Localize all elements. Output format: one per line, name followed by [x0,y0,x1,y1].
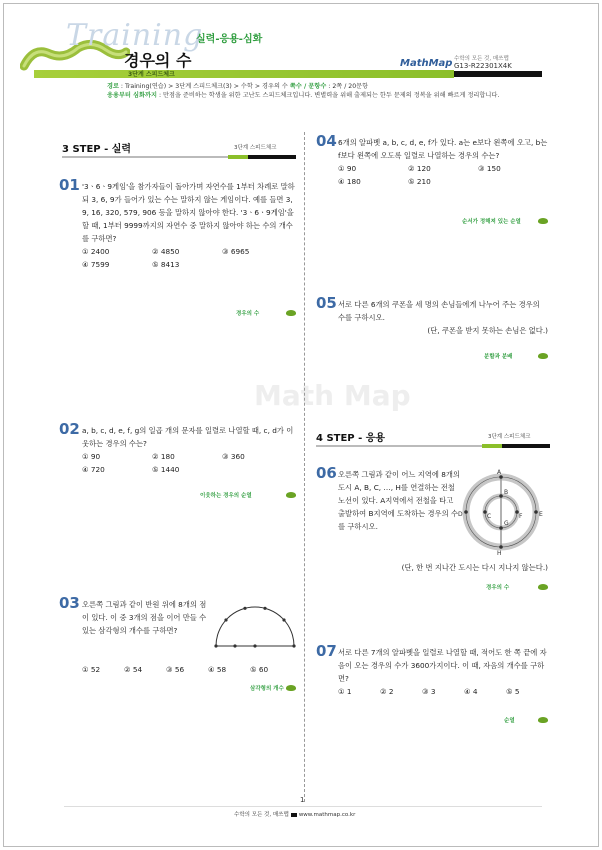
step4-header [316,425,550,447]
choice[interactable]: ④ 180 [338,177,361,186]
city-label: H [497,550,502,556]
city-label: B [504,489,509,496]
choice[interactable]: ⑤ 60 [250,665,269,674]
question-number: 06 [316,464,337,482]
question-text: '3ㆍ6ㆍ9게임'을 참가자들이 돌아가며 자연수를 1부터 차례로 말하되 3, 6, 9가 들어가 있는 수는 말하지 않는 게임이다. 예를 들면 3, 9, 16, 320, 579, 906 등을 말하지 않아야 한다. '3ㆍ6ㆍ9게임'을 할 때, 1부터 9999까지의 자연수 중 말하지 않아야 하는 수의 개수를 구하면? [82,182,295,243]
choice[interactable]: ④ 4 [464,687,478,696]
topic-tag-label: 분할과 분배 [484,354,513,360]
choice[interactable]: ③ 56 [166,665,185,674]
step4-tag: 3단계 스피드체크 [488,434,531,440]
leaf-icon [286,685,296,691]
choice[interactable]: ④ 58 [208,665,227,674]
question-text: 오른쪽 그림과 같이 어느 지역에 8개의 도시 A, B, C, …, H를 연결하는 전철 노선이 있다. A지역에서 전철을 타고 출발하여 B지역에 도착하는 경우의 수를 구하시오. [338,470,460,531]
choice[interactable]: ⑤ 5 [506,687,520,696]
question-text: 서로 다른 6개의 쿠폰을 세 명의 손님들에게 나누어 주는 경우의 수를 구하시오. [338,300,540,322]
question-05 [338,298,548,337]
info-key-path: 경로 [107,83,119,90]
footer [234,810,355,818]
choice[interactable]: ① 90 [82,452,101,461]
choice-list [82,450,296,476]
page-number: 1 [300,796,305,804]
choice-list [82,663,296,676]
leaf-icon [538,717,548,723]
leaf-icon [286,492,296,498]
question-03-choices [82,663,296,676]
city-label: D [458,511,463,518]
info-block [107,82,553,100]
topic-tag [462,217,525,225]
city-label: E [539,511,543,518]
info-line-desc [107,91,553,100]
question-text: a, b, c, d, e, f, g의 일곱 개의 문자를 일렬로 나열할 때, c, d가 이웃하는 경우의 수는? [82,426,294,448]
step3-title: 3 STEP - 실력 [62,144,132,155]
mathmap-logo: MathMap [400,58,453,69]
question-02 [82,424,296,476]
choice[interactable]: ② 54 [124,665,143,674]
choice[interactable]: ⑤ 1440 [152,465,180,474]
city-label: F [519,513,523,520]
question-note: (단, 쿠폰을 받지 못하는 손님은 없다.) [427,326,548,335]
info-path: : Training(연습) > 3단계 스피드체크(3) > 수학 > 경우의 수 [118,83,290,90]
choice[interactable]: ③ 6965 [222,247,250,256]
question-text: 6개의 알파벳 a, b, c, d, e, f가 있다. a는 e보다 왼쪽에 오고, b는 f보다 왼쪽에 오도록 일렬로 나열하는 경우의 수는? [338,138,548,160]
info-desc: : 만점을 준비하는 학생을 위한 고난도 스피드체크입니다. 변별력을 위해 출제되는 한두 문제의 정복을 위해 빠르게 정리합니다. [156,92,500,99]
choice[interactable]: ② 2 [380,687,394,696]
choice[interactable]: ⑤ 210 [408,177,431,186]
header-green-bar [34,70,454,78]
choice[interactable]: ② 180 [152,452,175,461]
topic-tag [250,684,288,692]
city-label: G [504,520,509,527]
step3-rule-green [228,155,248,159]
page-title: 경우의 수 [124,51,192,70]
topic-tag-label: 순서가 정해져 있는 순열 [462,219,521,225]
choice[interactable]: ③ 150 [478,164,501,173]
question-03 [82,598,208,637]
leaf-icon [538,353,548,359]
topic-tag-label: 경우의 수 [236,311,260,317]
choice[interactable]: ③ 360 [222,452,245,461]
choice[interactable]: ⑤ 8413 [152,260,180,269]
choice[interactable]: ③ 3 [422,687,436,696]
worksheet-code: G13-R22301X4K [454,62,512,70]
step3-rule-dark [248,155,296,159]
choice-list [82,245,296,271]
city-label: A [497,469,502,476]
step3-tag: 3단계 스피드체크 [234,145,277,151]
column-divider [304,132,305,802]
choice[interactable]: ① 2400 [82,247,110,256]
topic-tag-label: 경우의 수 [486,585,510,591]
question-number: 01 [59,176,80,194]
info-pages: : 2쪽 / 20문항 [326,83,369,90]
info-line-path [107,82,553,91]
question-number: 07 [316,642,337,660]
topic-tag-label: 순열 [504,718,515,724]
question-number: 03 [59,594,80,612]
footer-brand: 수학의 모든 것, 매쓰맵 [234,812,289,818]
brand-tagline: 수학의 모든 것, 매쓰맵 [454,56,509,62]
topic-tag [484,352,516,360]
topic-tag [236,309,263,317]
worksheet-page [3,3,599,847]
watermark: Math Map [254,379,411,412]
question-04 [338,136,548,188]
header-black-bar [454,71,542,77]
leaf-icon [538,584,548,590]
footer-block-icon [291,813,297,817]
header-subtitle: 실력-응용-심화 [196,34,263,45]
topic-tag-label: 이웃하는 경우의 순열 [200,493,252,499]
subway-map-figure [456,468,546,556]
question-07 [338,646,548,698]
footer-rule [64,806,542,807]
brand-word: Training [66,18,204,53]
header-bar-label: 3단계 스피드체크 [128,71,175,78]
topic-tag [200,491,256,499]
choice[interactable]: ② 120 [408,164,431,173]
city-label: C [487,513,492,520]
topic-tag-label: 삼각형의 개수 [250,686,284,692]
choice-list [338,685,548,698]
question-note: (단, 한 번 지나간 도시는 다시 지나지 않는다.) [401,563,548,572]
question-06-note [338,561,548,574]
info-key-desc: 응용부터 심화까지 [107,92,157,99]
leaf-icon [286,310,296,316]
topic-tag [504,716,519,724]
choice[interactable]: ④ 7599 [82,260,110,269]
question-text: 오른쪽 그림과 같이 반원 위에 8개의 점이 있다. 이 중 3개의 점을 이어 만들 수 있는 삼각형의 개수를 구하면? [82,600,207,635]
step4-rule-green [482,444,502,448]
step4-title: 4 STEP - 응용 [316,433,386,444]
step3-header [62,136,296,158]
question-number: 02 [59,420,80,438]
choice[interactable]: ① 90 [338,164,357,173]
choice[interactable]: ② 4850 [152,247,180,256]
step4-rule-dark [502,444,550,448]
semicircle-figure [210,600,300,652]
question-number: 04 [316,132,337,150]
leaf-icon [538,218,548,224]
question-number: 05 [316,294,337,312]
choice-list [338,162,548,188]
choice[interactable]: ④ 720 [82,465,105,474]
choice[interactable]: ① 1 [338,687,352,696]
footer-url[interactable]: www.mathmap.co.kr [298,812,356,818]
choice[interactable]: ① 52 [82,665,101,674]
question-text: 서로 다른 7개의 알파벳을 일렬로 나열할 때, 적어도 한 쪽 끝에 자음이 오는 경우의 수가 3600가지이다. 이 때, 자음의 개수를 구하면? [338,648,547,683]
question-01 [82,180,296,271]
question-06 [338,468,460,533]
topic-tag [486,583,513,591]
info-key-pages: 쪽수 / 문항수 [289,83,327,90]
